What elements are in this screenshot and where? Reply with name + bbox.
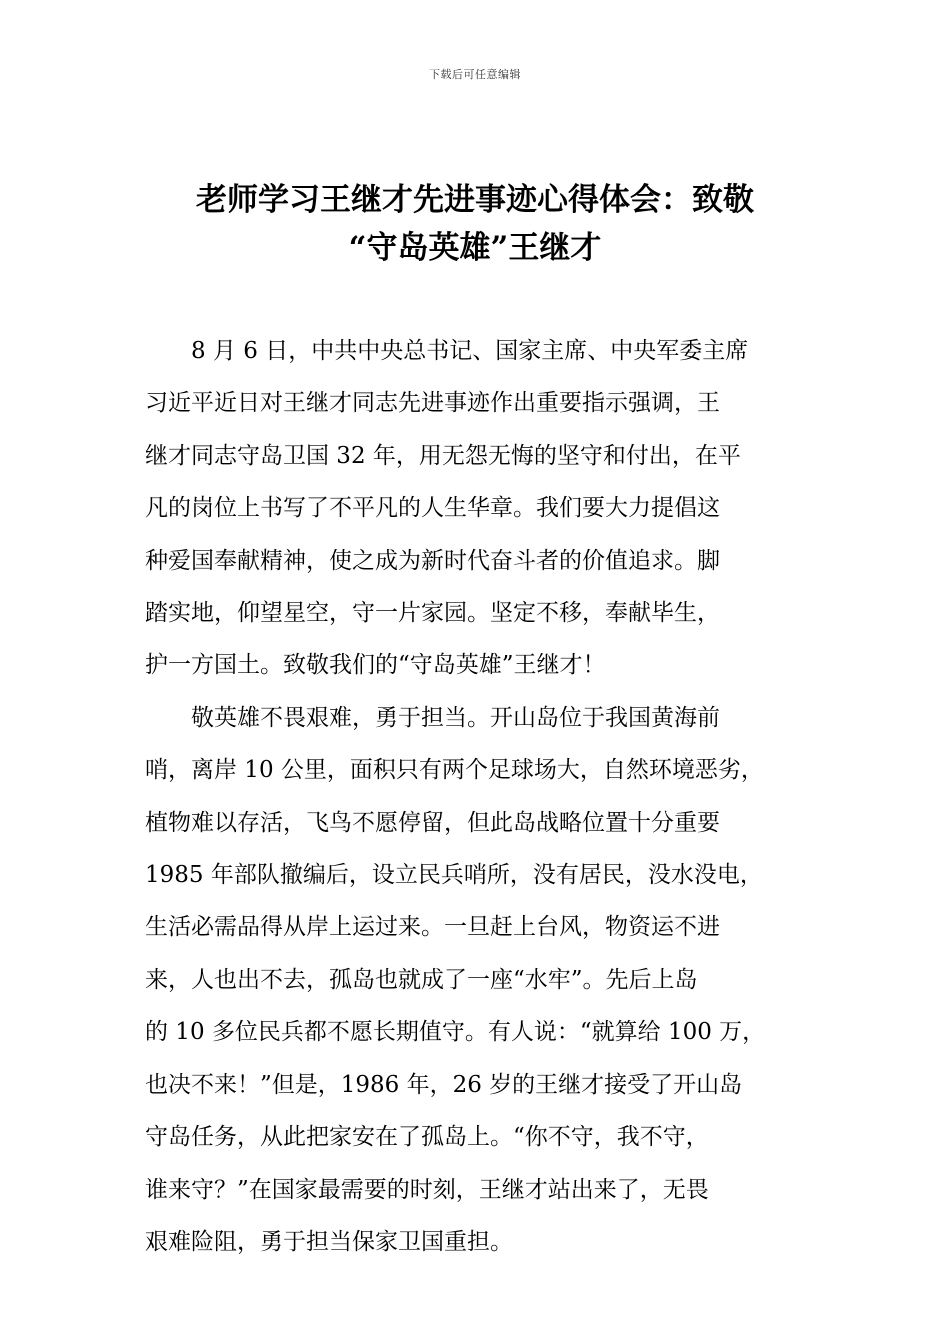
text-line: 继才同志守岛卫国 32 年，用无怨无悔的坚守和付出，在平 [145,442,741,469]
paragraph [145,692,817,1268]
text-line: 植物难以存活，飞鸟不愿停留，但此岛战略位置十分重要 [145,809,720,836]
text-line: 哨，离岸 10 公里，面积只有两个足球场大，自然环境恶劣， [145,757,764,784]
text-line: 艰难险阻，勇于担当保家卫国重担。 [145,1228,513,1255]
title-line: “守岛英雄”王继才 [348,230,602,266]
document-title [145,176,805,272]
paragraph [145,325,817,692]
text-line: 护一方国土。致敬我们的“守岛英雄”王继才！ [145,652,606,679]
text-line: 生活必需品得从岸上运过来。一旦赶上台风，物资运不进 [145,914,720,941]
header-note: 下载后可任意编辑 [429,68,521,81]
text-line: 来，人也出不去，孤岛也就成了一座“水牢”。先后上岛 [145,966,698,993]
title-line: 老师学习王继才先进事迹心得体会：致敬 [196,182,754,218]
text-line: 凡的岗位上书写了不平凡的人生华章。我们要大力提倡这 [145,495,720,522]
text-line: 守岛任务，从此把家安在了孤岛上。“你不守，我不守， [145,1124,709,1151]
text-line: 的 10 多位民兵都不愿长期值守。有人说：“就算给 100 万， [145,1019,766,1046]
text-line: 种爱国奉献精神，使之成为新时代奋斗者的价值追求。脚 [145,547,720,574]
text-line: 1985 年部队撤编后，设立民兵哨所，没有居民，没水没电， [145,862,763,889]
text-line: 8 月 6 日，中共中央总书记、国家主席、中央军委主席 [145,338,749,364]
text-line: 踏实地，仰望星空，守一片家园。坚定不移，奉献毕生， [145,600,720,627]
document-body [145,325,817,1268]
text-line: 敬英雄不畏艰难，勇于担当。开山岛位于我国黄海前 [145,704,720,731]
text-line: 习近平近日对王继才同志先进事迹作出重要指示强调，王 [145,390,720,417]
text-line: 也决不来！”但是，1986 年，26 岁的王继才接受了开山岛 [145,1071,743,1098]
text-line: 谁来守？”在国家最需要的时刻，王继才站出来了，无畏 [145,1176,709,1203]
